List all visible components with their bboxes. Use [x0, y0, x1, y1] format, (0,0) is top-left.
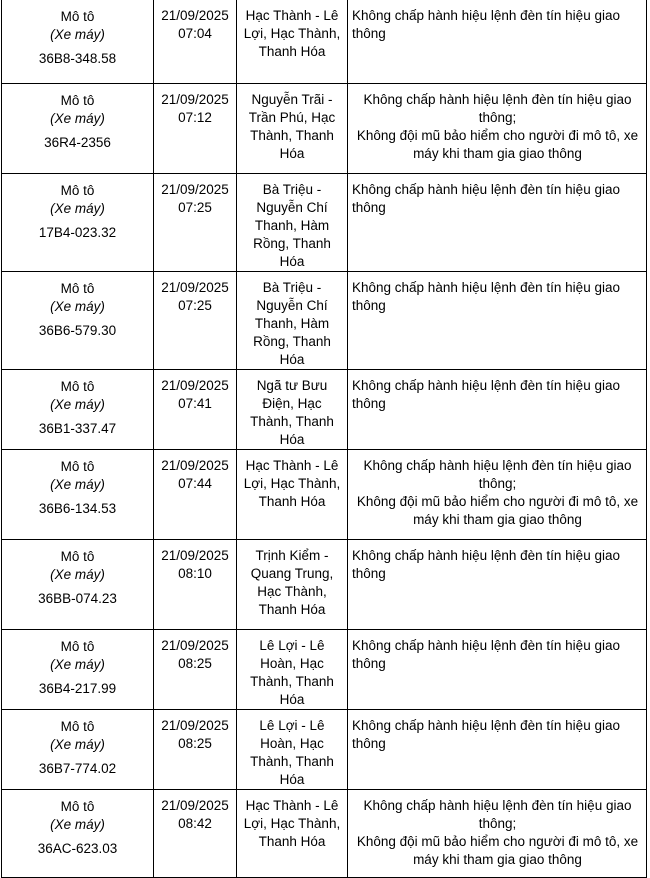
- table-row: [2, 630, 647, 710]
- violation-date: 21/09/2025: [161, 638, 229, 653]
- violation-time: 07:41: [178, 396, 212, 411]
- table-row: [2, 710, 647, 790]
- violation-cell: [348, 174, 647, 272]
- violation-date: 21/09/2025: [161, 798, 229, 813]
- datetime-cell: [154, 630, 237, 710]
- violation-text: Không đội mũ bảo hiểm cho người đi mô tô, xe máy khi tham gia giao thông: [356, 834, 639, 867]
- table-row: [2, 450, 647, 540]
- violation-date: 21/09/2025: [161, 548, 229, 563]
- datetime-cell: [154, 790, 237, 878]
- license-plate: 36B1-337.47: [38, 421, 117, 436]
- violation-text: Không chấp hành hiệu lệnh đèn tín hiệu giao thông: [352, 718, 620, 751]
- vehicle-cell: [2, 450, 154, 540]
- vehicle-cell: [2, 272, 154, 370]
- violation-date: 21/09/2025: [161, 280, 229, 295]
- violation-text: Không chấp hành hiệu lệnh đèn tín hiệu giao thông: [352, 182, 620, 215]
- license-plate: 36R4-2356: [44, 135, 111, 150]
- vehicle-type: Mô tô: [60, 281, 95, 296]
- vehicle-type: Mô tô: [60, 379, 95, 394]
- vehicle-cell: [2, 84, 154, 174]
- datetime-cell: [154, 540, 237, 630]
- location-cell: Bà Triệu - Nguyễn Chí Thanh, Hàm Rồng, Thanh Hóa: [237, 272, 348, 370]
- vehicle-type: Mô tô: [60, 459, 95, 474]
- violation-text: Không chấp hành hiệu lệnh đèn tín hiệu giao thông: [352, 638, 620, 671]
- vehicle-subtype: (Xe máy): [50, 201, 105, 216]
- vehicle-type: Mô tô: [60, 549, 95, 564]
- vehicle-subtype: (Xe máy): [50, 567, 105, 582]
- violation-cell: [348, 450, 647, 540]
- vehicle-subtype: (Xe máy): [50, 817, 105, 832]
- vehicle-cell: [2, 710, 154, 790]
- violation-cell: [348, 272, 647, 370]
- table-row: [2, 540, 647, 630]
- violation-date: 21/09/2025: [161, 182, 229, 197]
- violation-time: 08:25: [178, 656, 212, 671]
- violation-time: 07:44: [178, 476, 212, 491]
- location-cell: Hạc Thành - Lê Lợi, Hạc Thành, Thanh Hóa: [237, 790, 348, 878]
- vehicle-type: Mô tô: [60, 183, 95, 198]
- violation-text: Không chấp hành hiệu lệnh đèn tín hiệu giao thông: [352, 548, 620, 581]
- table-row: [2, 0, 647, 84]
- violation-cell: [348, 630, 647, 710]
- violation-time: 07:12: [178, 110, 212, 125]
- violation-text: Không chấp hành hiệu lệnh đèn tín hiệu giao thông;: [363, 92, 632, 125]
- vehicle-cell: [2, 630, 154, 710]
- location-cell: Hạc Thành - Lê Lợi, Hạc Thành, Thanh Hóa: [237, 0, 348, 84]
- license-plate: 36B4-217.99: [38, 681, 117, 696]
- table-row: [2, 370, 647, 450]
- violation-text: Không chấp hành hiệu lệnh đèn tín hiệu giao thông;: [363, 458, 632, 491]
- location-cell: Ngã tư Bưu Điện, Hạc Thành, Thanh Hóa: [237, 370, 348, 450]
- violations-table: [1, 0, 647, 878]
- vehicle-subtype: (Xe máy): [50, 737, 105, 752]
- vehicle-cell: [2, 174, 154, 272]
- license-plate: 17B4-023.32: [38, 225, 117, 240]
- violation-date: 21/09/2025: [161, 458, 229, 473]
- vehicle-cell: [2, 0, 154, 84]
- violations-table-body: [2, 0, 647, 878]
- datetime-cell: [154, 710, 237, 790]
- vehicle-cell: [2, 790, 154, 878]
- datetime-cell: [154, 450, 237, 540]
- vehicle-type: Mô tô: [60, 9, 95, 24]
- location-cell: Trịnh Kiểm - Quang Trung, Hạc Thành, Thanh Hóa: [237, 540, 348, 630]
- violation-text: Không chấp hành hiệu lệnh đèn tín hiệu giao thông: [352, 280, 620, 313]
- license-plate: 36AC-623.03: [37, 841, 118, 856]
- violation-date: 21/09/2025: [161, 718, 229, 733]
- vehicle-subtype: (Xe máy): [50, 27, 105, 42]
- violation-time: 08:25: [178, 736, 212, 751]
- location-cell: Bà Triệu - Nguyễn Chí Thanh, Hàm Rồng, Thanh Hóa: [237, 174, 348, 272]
- vehicle-type: Mô tô: [60, 639, 95, 654]
- violation-cell: [348, 0, 647, 84]
- location-cell: Nguyễn Trãi - Trần Phú, Hạc Thành, Thanh Hóa: [237, 84, 348, 174]
- license-plate: 36B6-579.30: [38, 323, 117, 338]
- license-plate: 36B8-348.58: [38, 51, 117, 66]
- violation-text: Không chấp hành hiệu lệnh đèn tín hiệu giao thông: [352, 378, 620, 411]
- violation-time: 07:25: [178, 298, 212, 313]
- violation-text: Không chấp hành hiệu lệnh đèn tín hiệu giao thông;: [363, 798, 632, 831]
- datetime-cell: [154, 84, 237, 174]
- table-row: [2, 790, 647, 878]
- vehicle-cell: [2, 370, 154, 450]
- violation-time: 07:25: [178, 200, 212, 215]
- violation-date: 21/09/2025: [161, 8, 229, 23]
- vehicle-subtype: (Xe máy): [50, 397, 105, 412]
- violation-time: 07:04: [178, 26, 212, 41]
- vehicle-type: Mô tô: [60, 93, 95, 108]
- license-plate: 36B6-134.53: [38, 501, 117, 516]
- datetime-cell: [154, 0, 237, 84]
- violation-time: 08:42: [178, 816, 212, 831]
- location-cell: Hạc Thành - Lê Lợi, Hạc Thành, Thanh Hóa: [237, 450, 348, 540]
- violation-date: 21/09/2025: [161, 378, 229, 393]
- datetime-cell: [154, 370, 237, 450]
- datetime-cell: [154, 272, 237, 370]
- vehicle-type: Mô tô: [60, 799, 95, 814]
- license-plate: 36B7-774.02: [38, 761, 117, 776]
- violation-text: Không chấp hành hiệu lệnh đèn tín hiệu giao thông: [352, 8, 620, 41]
- violation-date: 21/09/2025: [161, 92, 229, 107]
- table-row: [2, 272, 647, 370]
- vehicle-cell: [2, 540, 154, 630]
- vehicle-subtype: (Xe máy): [50, 111, 105, 126]
- violation-cell: [348, 370, 647, 450]
- vehicle-subtype: (Xe máy): [50, 477, 105, 492]
- violation-text: Không đội mũ bảo hiểm cho người đi mô tô, xe máy khi tham gia giao thông: [356, 128, 639, 161]
- violation-cell: [348, 84, 647, 174]
- violation-time: 08:10: [178, 566, 212, 581]
- violation-cell: [348, 790, 647, 878]
- table-row: [2, 84, 647, 174]
- violation-text: Không đội mũ bảo hiểm cho người đi mô tô, xe máy khi tham gia giao thông: [356, 494, 639, 527]
- vehicle-subtype: (Xe máy): [50, 657, 105, 672]
- location-cell: Lê Lợi - Lê Hoàn, Hạc Thành, Thanh Hóa: [237, 630, 348, 710]
- table-row: [2, 174, 647, 272]
- violation-cell: [348, 710, 647, 790]
- location-cell: Lê Lợi - Lê Hoàn, Hạc Thành, Thanh Hóa: [237, 710, 348, 790]
- license-plate: 36BB-074.23: [38, 591, 117, 606]
- vehicle-type: Mô tô: [60, 719, 95, 734]
- datetime-cell: [154, 174, 237, 272]
- violation-cell: [348, 540, 647, 630]
- vehicle-subtype: (Xe máy): [50, 299, 105, 314]
